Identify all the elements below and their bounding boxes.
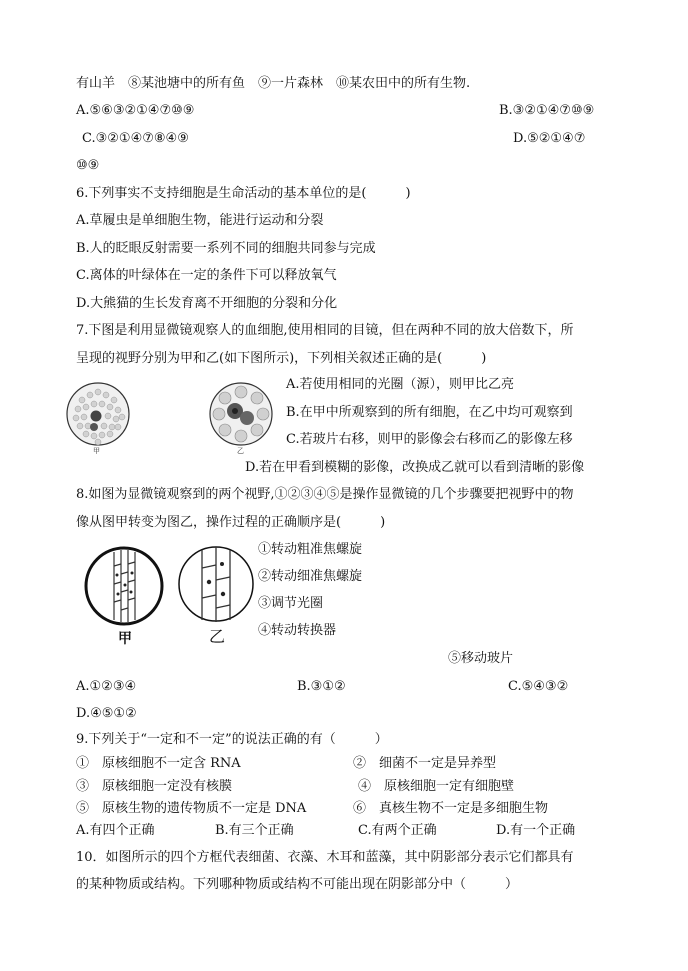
q6-option-a: A.草履虫是单细胞生物，能进行运动和分裂	[76, 213, 324, 228]
q5-tail-line: 有山羊 ⑧某池塘中的所有鱼 ⑨一片森林 ⑩某农田中的所有生物.	[76, 76, 471, 91]
q5-option-b: B.③②①④⑦⑩⑨	[499, 103, 595, 118]
q8-step-1: ①转动粗准焦螺旋	[258, 542, 363, 557]
q10-stem-line2: 的某种物质或结构。下列哪种物质或结构不可能出现在阴影部分中（ ）	[76, 877, 519, 892]
q7-option-c: C.若玻片右移，则甲的影像会右移而乙的影像左移	[286, 432, 573, 447]
q9-statement-6: ⑥ 真核生物不一定是多细胞生物	[353, 801, 549, 816]
q8-option-c: C.⑤④③②	[508, 679, 569, 694]
q7-option-a: A.若使用相同的光圈（源），则甲比乙亮	[286, 377, 515, 392]
q7-label-yi: 乙	[237, 447, 244, 455]
q7-label-jia: 甲	[93, 447, 100, 455]
q9-statement-3: ③ 原核细胞一定没有核膜	[76, 779, 233, 794]
q9-option-b: B.有三个正确	[215, 823, 294, 838]
q5-option-a: A.⑤⑥③②①④⑦⑩⑨	[76, 103, 195, 118]
q9-option-a: A.有四个正确	[76, 823, 155, 838]
q7-option-d: D.若在甲看到模糊的影像，改换成乙就可以看到清晰的影像	[245, 460, 585, 475]
q5-option-d: D.⑤②①④⑦	[513, 131, 586, 146]
q7-stem-line2: 呈现的视野分别为甲和乙(如下图所示)，下列相关叙述正确的是( )	[76, 351, 487, 366]
q7-option-b: B.在甲中所观察到的所有细胞，在乙中均可观察到	[286, 405, 573, 420]
q6-option-b: B.人的眨眼反射需要一系列不同的细胞共同参与完成	[76, 241, 376, 256]
q8-label-jia: 甲	[118, 631, 132, 647]
q9-stem: 9.下列关于“一定和不一定”的说法正确的有（ ）	[76, 732, 388, 747]
q9-option-c: C.有两个正确	[358, 823, 437, 838]
q8-option-a: A.①②③④	[76, 679, 137, 694]
q7-figure-yi	[205, 380, 277, 455]
q6-option-d: D.大熊猫的生长发育离不开细胞的分裂和分化	[76, 296, 338, 311]
q5-option-c: C.③②①④⑦⑧④⑨	[82, 131, 189, 146]
q7-figure-jia	[64, 380, 134, 455]
q8-figure-jia	[84, 540, 166, 652]
q8-step-5: ⑤移动玻片	[448, 651, 514, 666]
q8-label-yi: 乙	[209, 627, 226, 646]
q8-figure-yi	[176, 538, 256, 650]
q9-statement-2: ② 细菌不一定是异养型	[353, 756, 497, 771]
q9-statement-1: ① 原核细胞不一定含 RNA	[76, 756, 241, 771]
q8-option-b: B.③①②	[297, 679, 346, 694]
q8-step-2: ②转动细准焦螺旋	[258, 569, 363, 584]
q5-option-d-cont: ⑩⑨	[76, 158, 100, 173]
q9-statement-5: ⑤ 原核生物的遗传物质不一定是 DNA	[76, 801, 307, 816]
q8-stem-line2: 像从图甲转变为图乙，操作过程的正确顺序是( )	[76, 515, 386, 530]
q7-stem-line1: 7.下图是利用显微镜观察人的血细胞,使用相同的目镜，但在两种不同的放大倍数下，所	[76, 323, 574, 338]
q8-option-d: D.④⑤①②	[76, 706, 137, 721]
q6-option-c: C.离体的叶绿体在一定的条件下可以释放氧气	[76, 268, 337, 283]
q8-step-3: ③调节光圈	[258, 596, 324, 611]
q8-stem-line1: 8.如图为显微镜观察到的两个视野,①②③④⑤是操作显微镜的几个步骤要把视野中的物	[76, 487, 574, 502]
q6-stem: 6.下列事实不支持细胞是生命活动的基本单位的是( )	[76, 186, 411, 201]
q8-step-4: ④转动转换器	[258, 623, 337, 638]
q9-option-d: D.有一个正确	[496, 823, 576, 838]
q10-stem-line1: 10．如图所示的四个方框代表细菌、衣藻、木耳和蓝藻，其中阴影部分表示它们都具有	[76, 850, 574, 865]
q9-statement-4: ④ 原核细胞一定有细胞壁	[358, 779, 515, 794]
